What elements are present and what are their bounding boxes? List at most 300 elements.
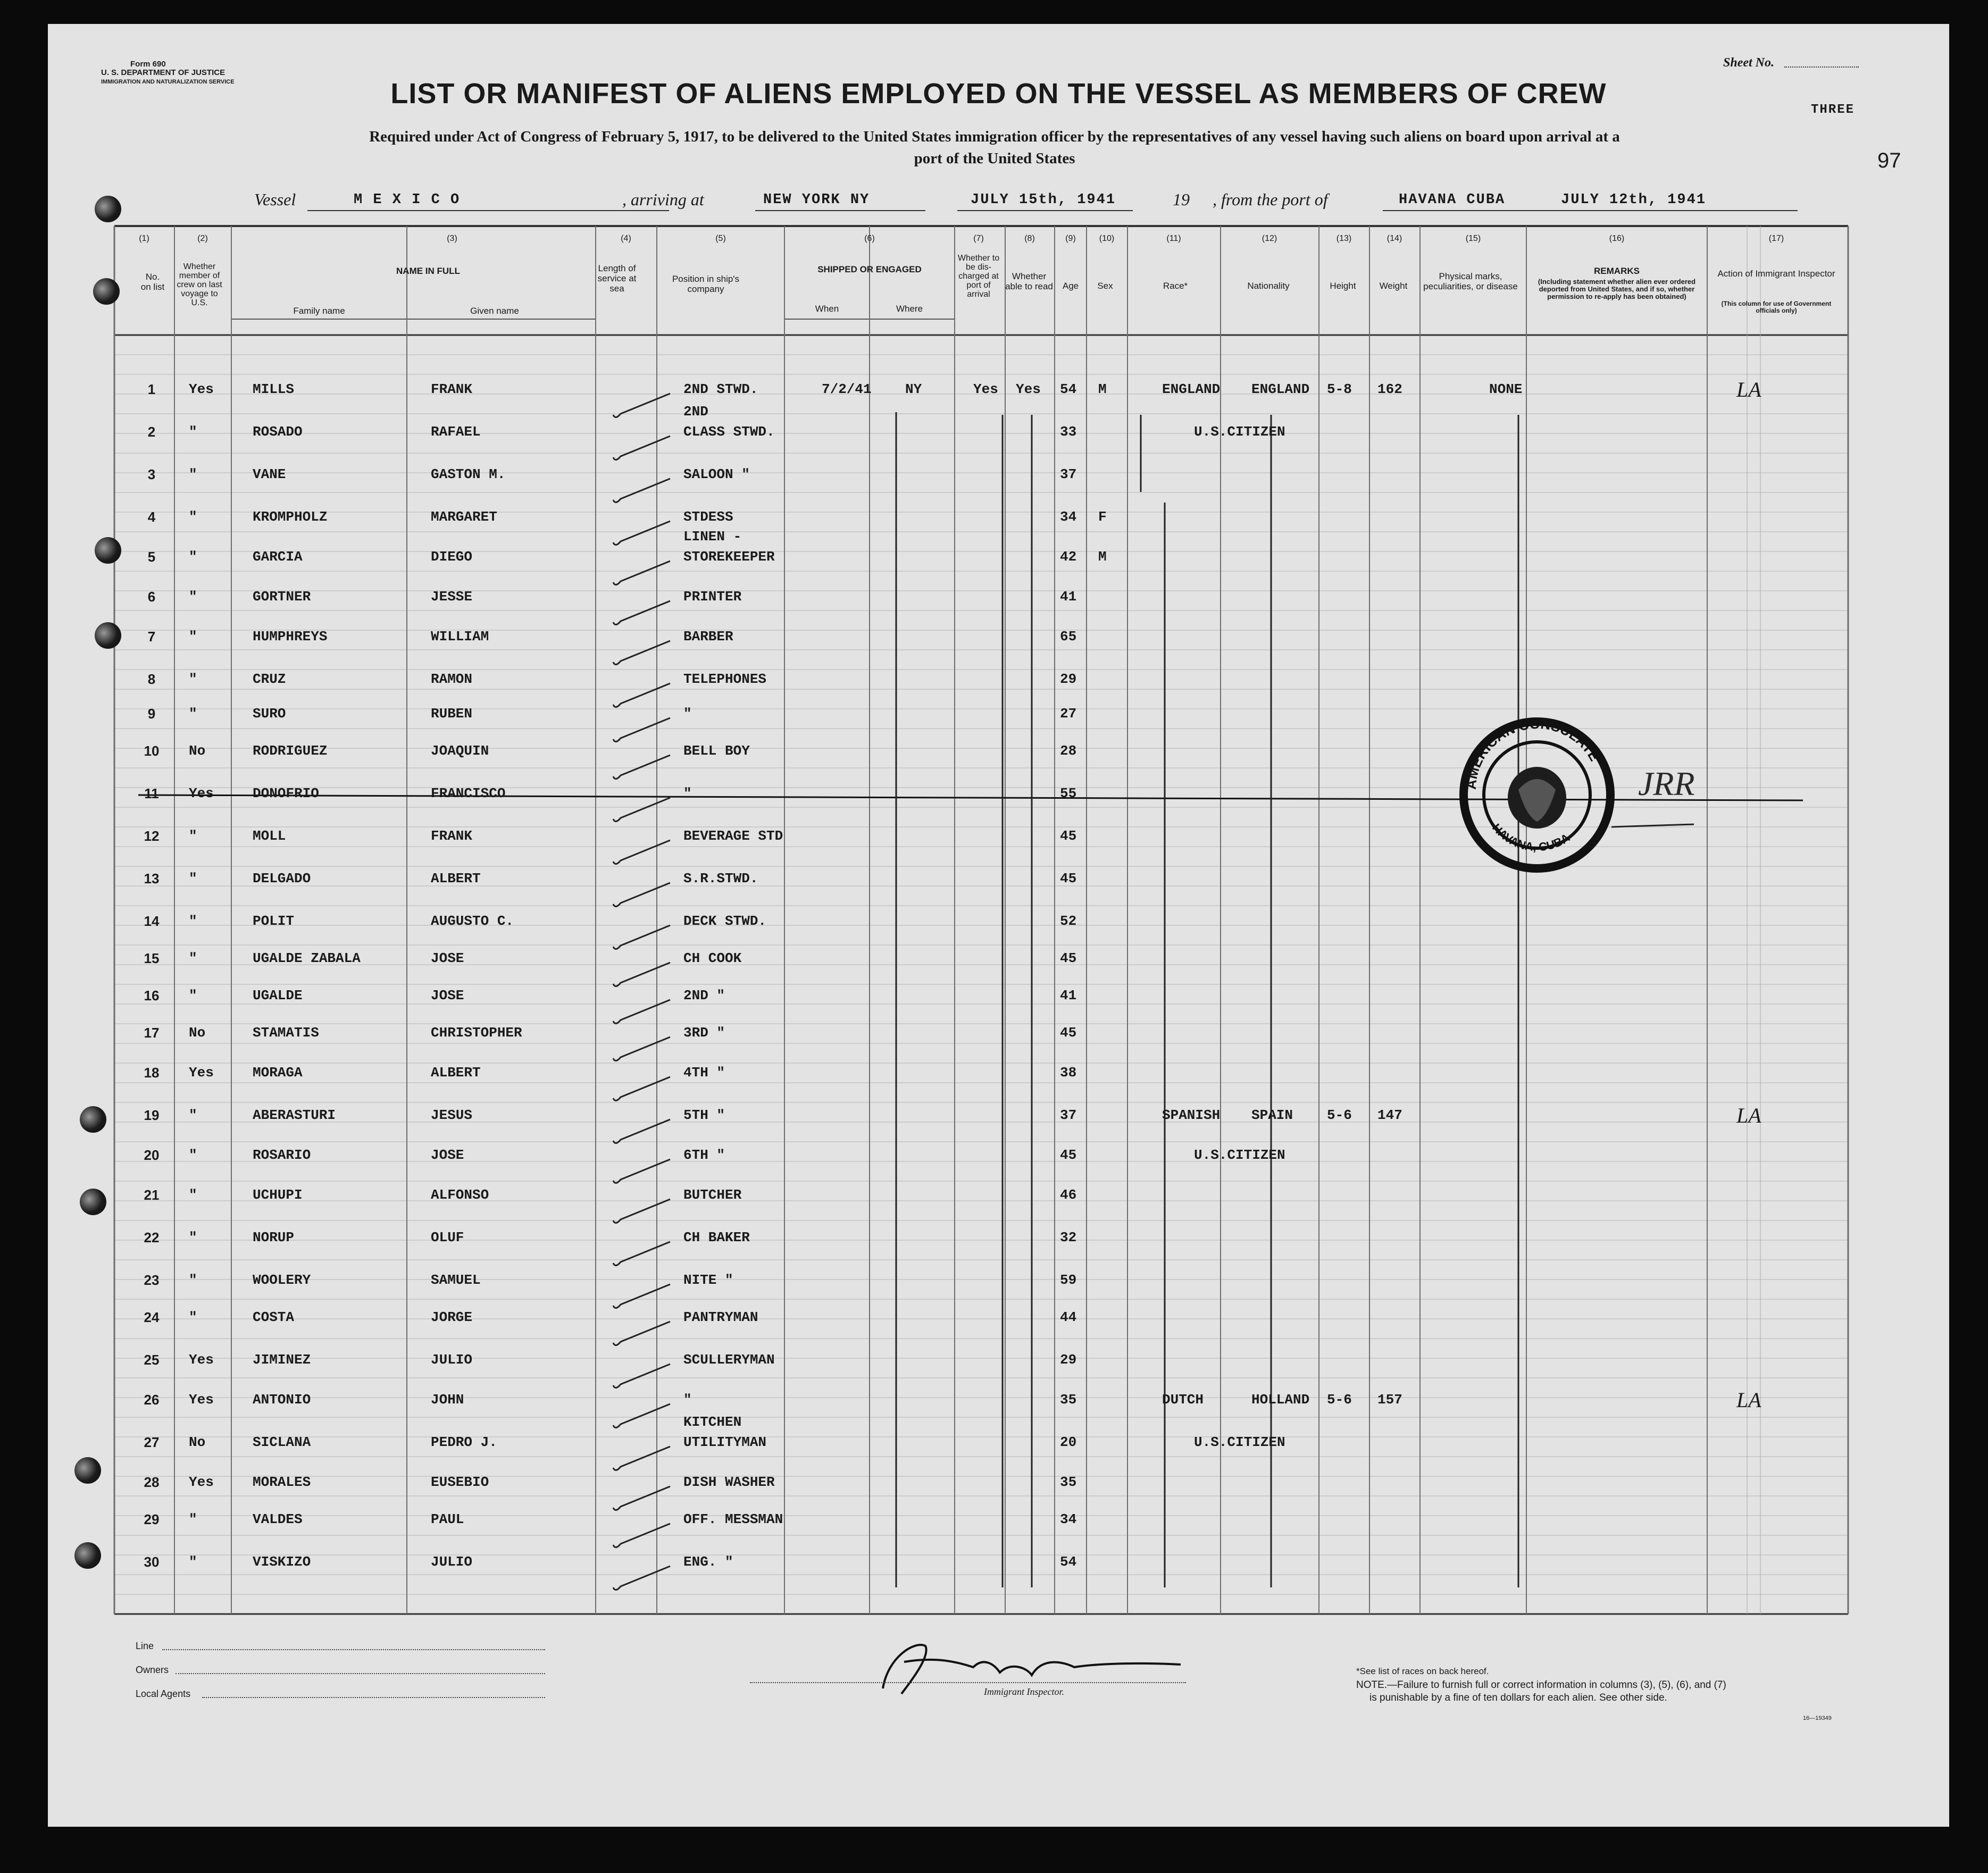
sex: M <box>1098 549 1107 565</box>
age: 45 <box>1060 828 1077 844</box>
given-name: ALFONSO <box>431 1187 489 1203</box>
arrival-date: JULY 15th, 1941 <box>971 192 1116 208</box>
immigrant-inspector-label: Immigrant Inspector. <box>984 1686 1064 1697</box>
col-no-on-list: No. on list <box>140 272 165 292</box>
manifest-sheet <box>48 24 1949 1827</box>
prev-voyage: " <box>189 950 197 966</box>
prev-voyage: " <box>189 871 197 887</box>
position: DISH WASHER <box>683 1474 775 1490</box>
sheet-value: THREE <box>1811 103 1855 117</box>
check-mark <box>613 1242 670 1266</box>
prev-voyage: " <box>189 706 197 722</box>
physical-marks: NONE <box>1489 381 1523 397</box>
position: BARBER <box>683 629 733 645</box>
print-code: 16—19349 <box>1803 1715 1832 1721</box>
check-mark <box>613 963 670 986</box>
col-age: Age <box>1062 281 1079 291</box>
age: 44 <box>1060 1309 1077 1325</box>
row-number: 5 <box>147 549 156 565</box>
race: U.S.CITIZEN <box>1194 1147 1285 1163</box>
page-number: 97 <box>1877 149 1901 172</box>
age: 52 <box>1060 913 1077 929</box>
given-name: FRANCISCO <box>431 785 506 801</box>
given-name: PAUL <box>431 1511 464 1527</box>
row-number: 2 <box>147 424 156 440</box>
weight: 162 <box>1377 381 1402 397</box>
vessel-underline <box>307 210 669 211</box>
form-number: Form 690 <box>130 60 166 69</box>
age: 37 <box>1060 466 1077 482</box>
check-mark <box>613 436 670 460</box>
family-name: RODRIGUEZ <box>253 743 328 759</box>
column-number: (5) <box>715 234 726 243</box>
age: 42 <box>1060 549 1077 565</box>
row-number: 1 <box>147 381 156 397</box>
given-name: DIEGO <box>431 549 473 565</box>
column-number: (16) <box>1609 234 1625 243</box>
sex: M <box>1098 381 1107 397</box>
binder-hole <box>95 196 121 222</box>
col-physical-marks: Physical marks, peculiarities, or disease <box>1423 271 1518 291</box>
age: 20 <box>1060 1434 1077 1450</box>
col-nationality: Nationality <box>1247 281 1290 291</box>
given-name: PEDRO J. <box>431 1434 497 1450</box>
row-number: 20 <box>144 1147 160 1163</box>
family-name: VALDES <box>253 1511 303 1527</box>
family-name: UCHUPI <box>253 1187 303 1203</box>
age: 35 <box>1060 1474 1077 1490</box>
col-remarks: REMARKS <box>1594 266 1640 276</box>
family-name: JIMINEZ <box>253 1352 311 1368</box>
age: 37 <box>1060 1107 1077 1123</box>
prev-voyage: " <box>189 1187 197 1203</box>
height: 5-8 <box>1327 381 1352 397</box>
prev-voyage: " <box>189 509 197 525</box>
position: 2ND STWD. <box>683 381 758 397</box>
row-number: 11 <box>144 785 159 801</box>
row-number: 23 <box>144 1272 160 1288</box>
position: 3RD " <box>683 1025 725 1041</box>
prev-voyage: " <box>189 549 197 565</box>
family-name: ABERASTURI <box>253 1107 336 1123</box>
binder-hole <box>93 278 120 305</box>
family-name: MOLL <box>253 828 286 844</box>
row-number: 26 <box>144 1392 160 1408</box>
binder-hole <box>95 622 121 649</box>
discharged: Yes <box>973 381 998 397</box>
column-number: (17) <box>1768 234 1784 243</box>
check-mark <box>613 925 670 949</box>
row-number: 28 <box>144 1474 160 1490</box>
family-name: DONOFRIO <box>253 785 319 801</box>
col-position: Position in ship's company <box>672 274 740 294</box>
given-name: CHRISTOPHER <box>431 1025 522 1041</box>
age: 28 <box>1060 743 1077 759</box>
position: " <box>683 1392 692 1408</box>
family-name: MILLS <box>253 381 295 397</box>
given-name: WILLIAM <box>431 629 489 645</box>
prev-voyage: " <box>189 1554 197 1570</box>
given-name: JOHN <box>431 1392 464 1408</box>
given-name: FRANK <box>431 828 473 844</box>
stamp-text-top: AMERICAN CONSULATE <box>1463 715 1603 790</box>
check-mark <box>613 798 670 822</box>
family-name: ROSADO <box>253 424 303 440</box>
age: 38 <box>1060 1065 1077 1081</box>
row-number: 14 <box>144 913 160 929</box>
arriving-label: , arriving at <box>622 190 704 209</box>
column-number: (4) <box>621 234 631 243</box>
position: 5TH " <box>683 1107 725 1123</box>
shipped-when: 7/2/41 <box>822 381 872 397</box>
sheet-label: Sheet No. <box>1723 56 1774 70</box>
check-mark <box>613 1159 670 1183</box>
family-name: COSTA <box>253 1309 295 1325</box>
binder-hole <box>74 1457 101 1484</box>
given-name: ALBERT <box>431 1065 481 1081</box>
check-mark <box>613 1404 670 1428</box>
line-field <box>162 1649 545 1650</box>
binder-hole <box>74 1542 101 1569</box>
weight: 157 <box>1377 1392 1402 1408</box>
prev-voyage: Yes <box>189 1065 214 1081</box>
check-mark <box>613 840 670 864</box>
col-action: Action of Immigrant Inspector <box>1717 269 1835 279</box>
prev-voyage: " <box>189 629 197 645</box>
age: 41 <box>1060 988 1077 1004</box>
department: U. S. DEPARTMENT OF JUSTICE <box>101 68 225 77</box>
stamp-initials: JRR <box>1638 765 1695 802</box>
nationality: SPAIN <box>1251 1107 1293 1123</box>
race: U.S.CITIZEN <box>1194 424 1285 440</box>
position: 4TH " <box>683 1065 725 1081</box>
position: KITCHEN <box>683 1414 742 1430</box>
row-number: 13 <box>144 871 160 887</box>
column-number: (6) <box>864 234 875 243</box>
row-number: 19 <box>144 1107 160 1123</box>
check-mark <box>613 683 670 707</box>
vessel-label: Vessel <box>254 190 296 209</box>
given-name: RUBEN <box>431 706 473 722</box>
check-mark <box>613 1486 670 1510</box>
position: CH BAKER <box>683 1230 750 1245</box>
given-name: SAMUEL <box>431 1272 481 1288</box>
row-number: 15 <box>144 950 160 966</box>
sheet-line <box>1784 66 1859 68</box>
subtitle-line-1: Required under Act of Congress of February 5, 1917, to be delivered to the United States immigration officer by the representatives of any vessel having such aliens on board upon arrival at a <box>369 128 1620 145</box>
inspector-line <box>750 1682 1186 1683</box>
given-name: ALBERT <box>431 871 481 887</box>
penalty-note-2: is punishable by a fine of ten dollars for each alien. See other side. <box>1369 1692 1667 1703</box>
row-number: 4 <box>147 509 156 525</box>
row-number: 29 <box>144 1511 160 1527</box>
weight: 147 <box>1377 1107 1402 1123</box>
col-where: Where <box>896 304 923 314</box>
col-weight: Weight <box>1379 281 1408 291</box>
position: DECK STWD. <box>683 913 767 929</box>
age: 54 <box>1060 1554 1077 1570</box>
family-name: VISKIZO <box>253 1554 311 1570</box>
family-name: ANTONIO <box>253 1392 311 1408</box>
position: SCULLERYMAN <box>683 1352 775 1368</box>
local-agents-label: Local Agents <box>136 1688 191 1699</box>
page-title: LIST OR MANIFEST OF ALIENS EMPLOYED ON THE VESSEL AS MEMBERS OF CREW <box>390 78 1607 110</box>
col-name-in-full: NAME IN FULL <box>396 266 460 276</box>
position: PANTRYMAN <box>683 1309 758 1325</box>
column-number: (7) <box>973 234 984 243</box>
prev-voyage: " <box>189 1107 197 1123</box>
year-label: 19 <box>1173 190 1190 209</box>
column-number: (13) <box>1336 234 1352 243</box>
agents-field <box>202 1697 545 1698</box>
position: STDESS <box>683 509 733 525</box>
age: 34 <box>1060 509 1077 525</box>
check-mark <box>613 479 670 503</box>
from-port: HAVANA CUBA <box>1399 192 1506 208</box>
row-number: 21 <box>144 1187 160 1203</box>
arriving-underline <box>755 210 925 211</box>
position: BUTCHER <box>683 1187 742 1203</box>
position: S.R.STWD. <box>683 871 758 887</box>
height: 5-6 <box>1327 1107 1352 1123</box>
prev-voyage: " <box>189 671 197 687</box>
column-number: (3) <box>447 234 457 243</box>
inspector-action: LA <box>1736 1388 1761 1412</box>
row-number: 22 <box>144 1230 160 1245</box>
prev-voyage: " <box>189 988 197 1004</box>
prev-voyage: No <box>189 1025 206 1041</box>
col-able-to-read: Whether able to read <box>1005 271 1053 291</box>
position: UTILITYMAN <box>683 1434 767 1450</box>
position: 2ND " <box>683 988 725 1004</box>
position: TELEPHONES <box>683 671 767 687</box>
prev-voyage: " <box>189 1309 197 1325</box>
family-name: HUMPHREYS <box>253 629 328 645</box>
family-name: CRUZ <box>253 671 286 687</box>
from-underline <box>1383 210 1798 211</box>
given-name: JOAQUIN <box>431 743 489 759</box>
binder-hole <box>80 1189 106 1215</box>
given-name: AUGUSTO C. <box>431 913 514 929</box>
col-height: Height <box>1330 281 1356 291</box>
col-family-name: Family name <box>293 306 345 316</box>
height: 5-6 <box>1327 1392 1352 1408</box>
col-given-name: Given name <box>470 306 519 316</box>
stamp-text-bottom: HAVANA, CUBA <box>1489 821 1573 854</box>
family-name: GARCIA <box>253 549 303 565</box>
given-name: FRANK <box>431 381 473 397</box>
given-name: JULIO <box>431 1554 473 1570</box>
check-mark <box>613 1566 670 1590</box>
check-mark <box>613 641 670 665</box>
given-name: JORGE <box>431 1309 473 1325</box>
position: 2ND <box>683 404 708 420</box>
arriving-port: NEW YORK NY <box>763 192 870 208</box>
race: ENGLAND <box>1162 381 1221 397</box>
race: DUTCH <box>1162 1392 1204 1408</box>
position: 6TH " <box>683 1147 725 1163</box>
prev-voyage: " <box>189 424 197 440</box>
check-mark <box>613 1119 670 1143</box>
age: 46 <box>1060 1187 1077 1203</box>
age: 45 <box>1060 1025 1077 1041</box>
check-mark <box>613 883 670 907</box>
prev-voyage: " <box>189 589 197 605</box>
check-mark <box>613 1322 670 1345</box>
binder-hole <box>95 537 121 564</box>
position: " <box>683 785 692 801</box>
check-mark <box>613 1446 670 1470</box>
given-name: RAFAEL <box>431 424 481 440</box>
col-sex: Sex <box>1097 281 1113 291</box>
nationality: HOLLAND <box>1251 1392 1310 1408</box>
age: 45 <box>1060 1147 1077 1163</box>
family-name: KROMPHOLZ <box>253 509 328 525</box>
shipped-where: NY <box>905 381 922 397</box>
given-name: EUSEBIO <box>431 1474 489 1490</box>
row-number: 8 <box>147 671 156 687</box>
given-name: RAMON <box>431 671 473 687</box>
check-mark <box>613 1364 670 1388</box>
position: BELL BOY <box>683 743 750 759</box>
column-number: (9) <box>1065 234 1076 243</box>
column-number: (1) <box>139 234 149 243</box>
col-discharged: Whether to be dis-charged at port of arrival <box>957 254 1000 299</box>
prev-voyage: Yes <box>189 381 214 397</box>
row-number: 3 <box>147 466 156 482</box>
prev-voyage: No <box>189 743 206 759</box>
row-number: 10 <box>144 743 160 759</box>
check-mark <box>613 521 670 545</box>
family-name: MORALES <box>253 1474 311 1490</box>
given-name: JOSE <box>431 1147 464 1163</box>
able-to-read: Yes <box>1016 381 1041 397</box>
check-mark <box>613 601 670 625</box>
races-note: *See list of races on back hereof. <box>1356 1666 1489 1676</box>
row-number: 18 <box>144 1065 160 1081</box>
row-number: 7 <box>147 629 156 645</box>
from-label: , from the port of <box>1213 190 1328 209</box>
family-name: UGALDE <box>253 988 303 1004</box>
race: U.S.CITIZEN <box>1194 1434 1285 1450</box>
age: 32 <box>1060 1230 1077 1245</box>
row-number: 9 <box>147 706 156 722</box>
column-number: (14) <box>1386 234 1402 243</box>
row-number: 25 <box>144 1352 160 1368</box>
line-label: Line <box>136 1641 154 1651</box>
family-name: WOOLERY <box>253 1272 311 1288</box>
prev-voyage: Yes <box>189 1392 214 1408</box>
age: 29 <box>1060 671 1077 687</box>
family-name: ROSARIO <box>253 1147 311 1163</box>
position: SALOON " <box>683 466 750 482</box>
position: ENG. " <box>683 1554 733 1570</box>
arrival-underline <box>957 210 1133 211</box>
prev-voyage: " <box>189 913 197 929</box>
age: 33 <box>1060 424 1077 440</box>
subtitle-line-2: port of the United States <box>914 150 1075 167</box>
check-mark <box>613 561 670 585</box>
column-number: (10) <box>1099 234 1115 243</box>
family-name: UGALDE ZABALA <box>253 950 361 966</box>
row-number: 6 <box>147 589 156 605</box>
family-name: STAMATIS <box>253 1025 319 1041</box>
family-name: SICLANA <box>253 1434 311 1450</box>
prev-voyage: Yes <box>189 785 214 801</box>
prev-voyage: " <box>189 828 197 844</box>
age: 29 <box>1060 1352 1077 1368</box>
position: CLASS STWD. <box>683 424 775 440</box>
position: OFF. MESSMAN <box>683 1511 783 1527</box>
prev-voyage: Yes <box>189 1352 214 1368</box>
row-number: 24 <box>144 1309 160 1325</box>
position: STOREKEEPER <box>683 549 775 565</box>
age: 59 <box>1060 1272 1077 1288</box>
prev-voyage: " <box>189 1511 197 1527</box>
col-length-service: Length of service at sea <box>597 263 637 294</box>
prev-voyage: " <box>189 1147 197 1163</box>
check-mark <box>613 1199 670 1223</box>
age: 27 <box>1060 706 1077 722</box>
age: 54 <box>1060 381 1077 397</box>
owners-label: Owners <box>136 1665 169 1675</box>
family-name: POLIT <box>253 913 295 929</box>
column-number: (11) <box>1166 234 1181 243</box>
position: " <box>683 706 692 722</box>
position: CH COOK <box>683 950 742 966</box>
family-name: MORAGA <box>253 1065 303 1081</box>
nationality: ENGLAND <box>1251 381 1310 397</box>
prev-voyage: " <box>189 466 197 482</box>
age: 34 <box>1060 1511 1077 1527</box>
column-number: (2) <box>197 234 208 243</box>
position: NITE " <box>683 1272 733 1288</box>
row-number: 12 <box>144 828 160 844</box>
prev-voyage: No <box>189 1434 206 1450</box>
family-name: GORTNER <box>253 589 311 605</box>
row-number: 17 <box>144 1025 160 1041</box>
family-name: NORUP <box>253 1230 295 1245</box>
age: 45 <box>1060 871 1077 887</box>
penalty-note-1: NOTE.—Failure to furnish full or correct information in columns (3), (5), (6), and (7) <box>1356 1679 1726 1691</box>
given-name: GASTON M. <box>431 466 506 482</box>
age: 45 <box>1060 950 1077 966</box>
age: 35 <box>1060 1392 1077 1408</box>
column-number: (15) <box>1465 234 1481 243</box>
vessel-name: M E X I C O <box>354 192 461 208</box>
col-prev-voyage: Whether member of crew on last voyage to U.S. <box>177 262 222 307</box>
position: LINEN - <box>683 529 742 545</box>
service: IMMIGRATION AND NATURALIZATION SERVICE <box>101 79 235 85</box>
given-name: JESUS <box>431 1107 473 1123</box>
given-name: JOSE <box>431 950 464 966</box>
family-name: VANE <box>253 466 286 482</box>
col-shipped-engaged: SHIPPED OR ENGAGED <box>817 264 922 274</box>
col-action-note: (This column for use of Government officials only) <box>1721 300 1832 314</box>
check-mark <box>613 1077 670 1101</box>
given-name: MARGARET <box>431 509 497 525</box>
consulate-stamp <box>1452 710 1697 891</box>
age: 65 <box>1060 629 1077 645</box>
age: 41 <box>1060 589 1077 605</box>
departure-date: JULY 12th, 1941 <box>1561 192 1707 208</box>
check-mark <box>613 1037 670 1061</box>
prev-voyage: " <box>189 1272 197 1288</box>
inspector-action: LA <box>1736 378 1761 402</box>
check-mark <box>613 718 670 742</box>
row-number: 27 <box>144 1434 160 1450</box>
column-number: (8) <box>1024 234 1035 243</box>
